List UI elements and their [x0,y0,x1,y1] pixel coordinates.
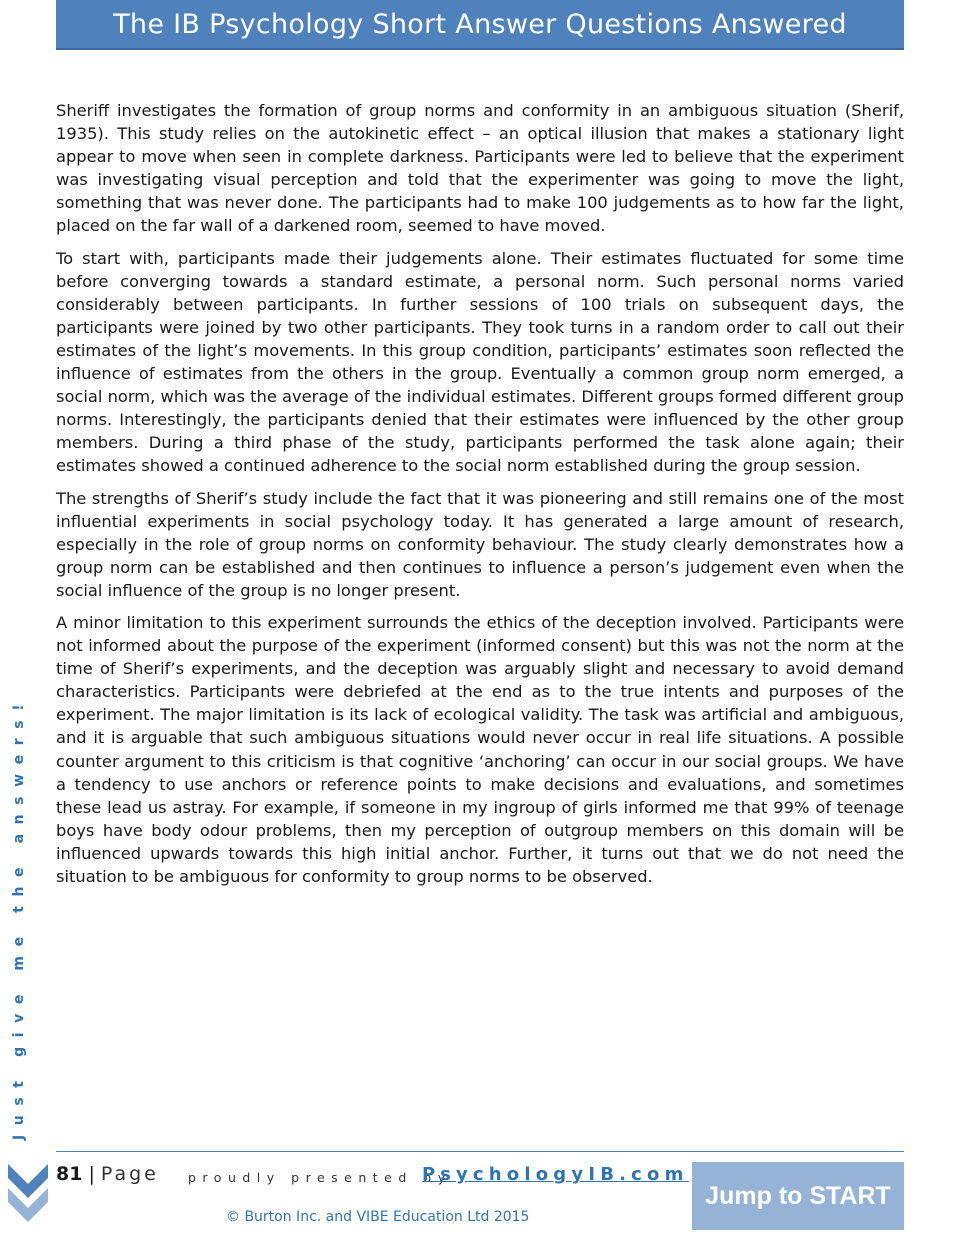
copyright-text: © Burton Inc. and VIBE Education Ltd 2015 [226,1209,530,1225]
jump-to-start-button[interactable]: Jump to START [692,1162,904,1230]
brand-link[interactable]: PsychologyIB.com [422,1164,689,1185]
page-separator: | [88,1163,95,1185]
paragraph: Sheriff investigates the formation of group norms and conformity in an ambiguous situation (Sherif, 1935). This study relies on the autokinetic effect – an optical illusion that makes a stationary light appear to move when seen in complete darkness. Participants were led to believe that the experiment was investigating visual perception and told that the experimenter was going to move the light, something that was never done. The participants had to make 100 judgements as to how far the light, placed on the far wall of a darkened room, seemed to have moved. [56,101,904,236]
page-label: Page [100,1163,159,1185]
paragraph: To start with, participants made their judgements alone. Their estimates fluctuated for some time before converging towards a standard estimate, a personal norm. Such personal norms varied considerably between participants. In further sessions of 100 trials on subsequent days, the participants were joined by two other participants. They took turns in a random order to call out their estimates of the light’s movements. In this group condition, participants’ estimates soon reflected the influence of estimates from the others in the group. Eventually a common group norm emerged, a social norm, which was the average of the individual estimates. Different groups formed different group norms. Interestingly, the participants denied that their estimates were influenced by the other group members. During a third phase of the study, participants performed the task alone again; their estimates showed a continued adherence to the social norm established during the group session. [56,248,904,476]
sidebar-tagline: Just give me the answers! [11,694,27,1140]
page-title: The IB Psychology Short Answer Questions Answered [113,8,847,40]
page-header [56,0,904,50]
page-number-label [56,1163,159,1185]
document-body [56,99,904,897]
presented-by-text: proudly presented by [188,1170,452,1185]
double-chevron-down-icon [8,1160,48,1224]
footer-divider [56,1151,904,1152]
page-number: 81 [56,1163,83,1185]
paragraph: The strengths of Sherif’s study include the fact that it was pioneering and still remains one of the most influential experiments in social psychology today. It has generated a large amount of research, especially in the role of group norms on conformity behaviour. The study clearly demonstrates how a group norm can be established and then continues to influence a person’s judgement even when the social influence of the group is no longer present. [56,488,904,600]
paragraph: A minor limitation to this experiment surrounds the ethics of the deception involved. Participants were not informed about the purpose of the experiment (informed consent) but this was not the norm at the time of Sherif’s experiments, and the deception was arguably slight and necessary to avoid demand characteristics. Participants were debriefed at the end as to the true intents and purposes of the experiment. The major limitation is its lack of ecological validity. The task was artificial and ambiguous, and it is arguable that such ambiguous situations would never occur in real life situations. A possible counter argument to this criticism is that cognitive ‘anchoring’ can occur in our social groups. We have a tendency to use anchors or reference points to make decisions and evaluations, and sometimes these lead us astray. For example, if someone in my ingroup of girls informed me that 99% of teenage boys have body odour problems, then my perception of outgroup members on this domain will be influenced upwards towards this high initial anchor. Further, it turns out that we do not need the situation to be ambiguous for conformity to group norms to be observed. [56,612,904,886]
